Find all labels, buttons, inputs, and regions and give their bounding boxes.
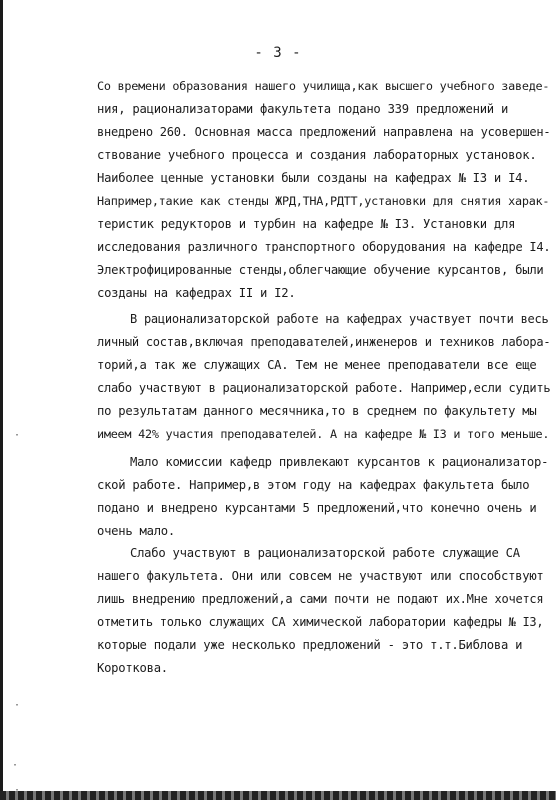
text-line: личный состав,включая преподавателей,инженеров и техников лабора-	[97, 335, 551, 349]
page-number: - 3 -	[254, 45, 302, 61]
text-line: В рационализаторской работе на кафедрах участвует почти весь	[130, 312, 549, 326]
text-line: подано и внедрено курсантами 5 предложений,что конечно очень и	[97, 501, 537, 515]
text-line: Слабо участвуют в рационализаторской работе служащие СА	[130, 546, 520, 560]
text-line: Короткова.	[97, 661, 168, 675]
text-line: Например,такие как стенды ЖРД,ТНА,РДТТ,установки для снятия харак-	[97, 194, 550, 208]
text-line: по результатам данного месячника,то в среднем по факультету мы	[97, 404, 537, 418]
scan-speck: ·	[12, 760, 19, 771]
scan-speck: ·	[14, 700, 21, 711]
scan-bottom-edge	[0, 791, 556, 800]
text-line: очень мало.	[97, 524, 175, 538]
text-line: теристик редукторов и турбин на кафедре № I3. Установки для	[97, 217, 516, 231]
text-line: Мало комиссии кафедр привлекают курсантов к рационализатор-	[130, 455, 549, 469]
text-line: ния, рационализаторами факультета подано 339 предложений и	[97, 102, 509, 116]
text-line: отметить только служащих СА химической лаборатории кафедры № I3,	[97, 615, 544, 629]
text-line: имеем 42% участия преподавателей. А на кафедре № I3 и того меньше.	[97, 427, 550, 441]
text-line: созданы на кафедрах II и I2.	[97, 286, 296, 300]
text-line: лишь внедрению предложений,а сами почти не подают их.Мне хочется	[97, 592, 544, 606]
text-line: слабо участвуют в рационализаторской работе. Например,если судить	[97, 381, 551, 395]
text-line: Наиболее ценные установки были созданы на кафедрах № I3 и I4.	[97, 171, 530, 185]
text-line: которые подали уже несколько предложений - это т.т.Библова и	[97, 638, 523, 652]
text-line: внедрено 260. Основная масса предложений направлена на усовершен-	[97, 125, 551, 139]
text-line: исследования различного транспортного оборудования на кафедре I4.	[97, 240, 551, 254]
scan-speck: ·	[14, 430, 21, 441]
text-line: Со времени образования нашего училища,как высшего учебного заведе-	[97, 79, 550, 93]
text-line: ствование учебного процесса и создания лабораторных установок.	[97, 148, 537, 162]
text-line: Электрофицированные стенды,облегчающие обучение курсантов, были	[97, 263, 544, 277]
scan-left-edge	[0, 0, 3, 800]
text-line: торий,а так же служащих СА. Тем не менее преподаватели все еще	[97, 358, 537, 372]
scan-speck: ·	[14, 785, 21, 796]
text-line: нашего факультета. Они или совсем не участвуют или способствуют	[97, 569, 544, 583]
text-line: ской работе. Например,в этом году на кафедрах факультета было	[97, 478, 530, 492]
